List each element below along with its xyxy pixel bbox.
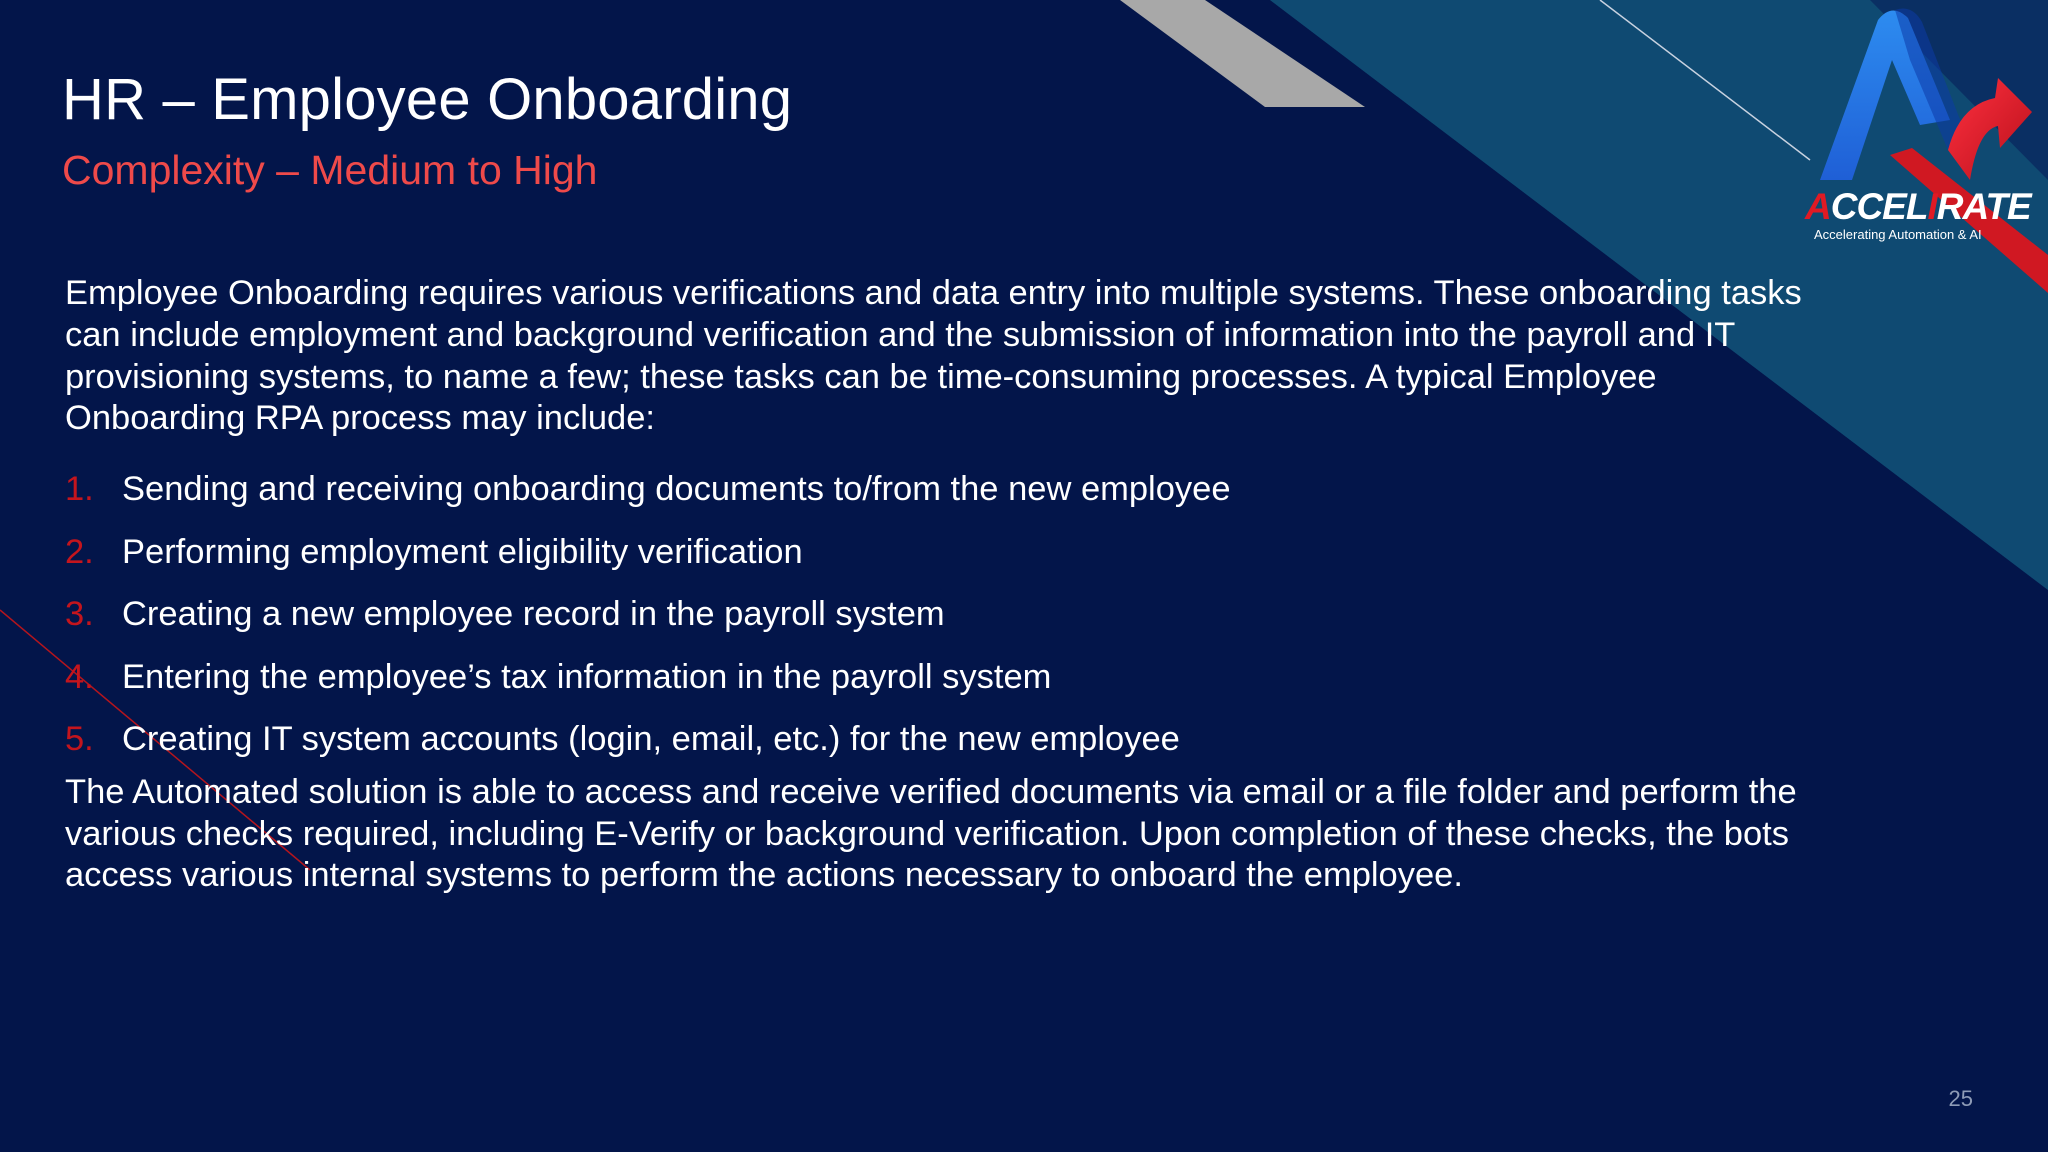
step-number: 4. [65, 657, 94, 696]
slide-title: HR – Employee Onboarding [62, 67, 793, 132]
list-item [65, 583, 1765, 646]
page-number: 25 [1948, 1086, 1973, 1111]
process-steps-list [65, 458, 1765, 771]
step-number: 1. [65, 470, 94, 508]
slide-subtitle: Complexity – Medium to High [62, 147, 598, 193]
step-number: 3. [65, 595, 94, 634]
list-item [65, 646, 1765, 709]
step-number: 5. [65, 720, 94, 759]
list-item [65, 708, 1765, 771]
step-text: Creating IT system accounts (login, email, etc.) for the new employee [122, 720, 1180, 759]
list-item [65, 521, 1765, 584]
step-text: Creating a new employee record in the payroll system [122, 595, 945, 634]
step-text: Entering the employee’s tax information in the payroll system [122, 657, 1052, 696]
step-text: Sending and receiving onboarding documents to/from the new employee [122, 470, 1231, 508]
logo-wordmark: ACCELIRATE [1805, 186, 2031, 227]
closing-paragraph: The Automated solution is able to access and receive verified documents via email or a file folder and perform the various checks required, including E-Verify or background verification. Upon completion of these checks, the bots access various internal systems to perform the actions necessary to onboard the employee. [65, 773, 1797, 894]
list-item [65, 458, 1765, 521]
logo-tagline: Accelerating Automation & AI [1814, 227, 1982, 242]
intro-paragraph: Employee Onboarding requires various verifications and data entry into multiple systems. These onboarding tasks can include employment and background verification and the submission of information into the payroll and IT provisioning systems, to name a few; these tasks can be time-consuming processes. A typical Employee Onboarding RPA process may include: [65, 274, 1802, 438]
step-text: Performing employment eligibility verification [122, 532, 803, 571]
step-number: 2. [65, 532, 94, 571]
